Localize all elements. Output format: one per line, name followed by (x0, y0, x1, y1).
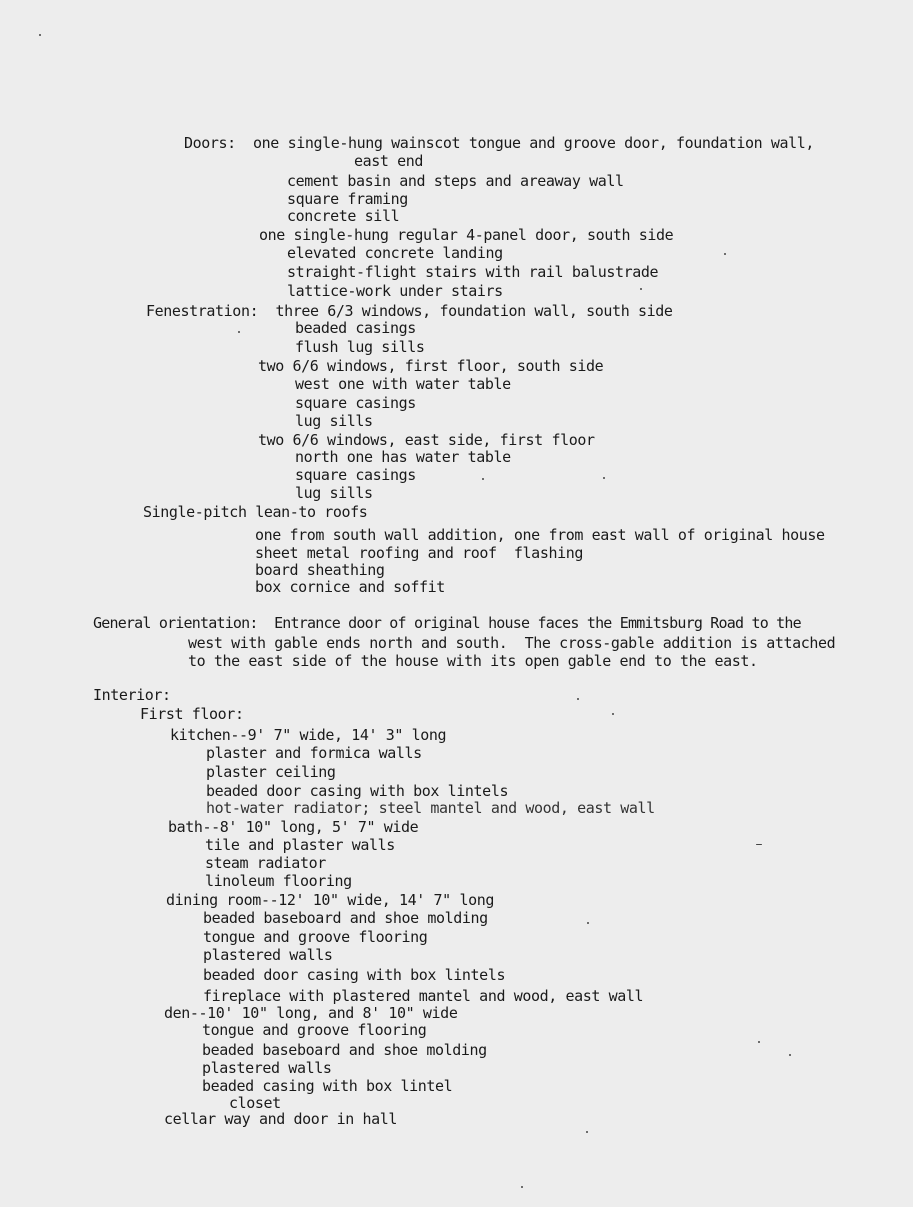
text-line: plaster ceiling (206, 763, 336, 781)
scan-speck (586, 1131, 588, 1133)
text-line: to the east side of the house with its open gable end to the east. (188, 652, 758, 670)
scan-speck (756, 844, 762, 845)
text-line: tile and plaster walls (205, 836, 395, 854)
text-line: beaded baseboard and shoe molding (203, 909, 488, 927)
text-line-fenestration: Fenestration: three 6/3 windows, foundation wall, south side (146, 302, 673, 320)
text-line: linoleum flooring (205, 872, 352, 890)
scan-speck (612, 713, 614, 715)
text-line: plastered walls (202, 1059, 332, 1077)
text-line-first-floor: First floor: (140, 705, 244, 723)
text-line-doors: Doors: one single-hung wainscot tongue and groove door, foundation wall, (184, 134, 815, 152)
text-line-kitchen: kitchen--9' 7" wide, 14' 3" long (170, 726, 447, 744)
scan-speck (758, 1041, 760, 1043)
text-line: board sheathing (255, 561, 385, 579)
text-line: square casings (295, 466, 416, 484)
scan-speck (238, 331, 240, 333)
scan-speck (603, 477, 605, 479)
scan-speck (587, 922, 589, 924)
text-line: beaded baseboard and shoe molding (202, 1041, 487, 1059)
text-line: concrete sill (287, 207, 400, 225)
scan-speck (789, 1054, 791, 1056)
text-line: straight-flight stairs with rail balustrade (287, 263, 659, 281)
text-line: two 6/6 windows, first floor, south side (258, 357, 604, 375)
text-line: lug sills (295, 412, 373, 430)
text-line-den: den--10' 10" long, and 8' 10" wide (164, 1004, 458, 1022)
text-line: beaded door casing with box lintels (203, 966, 506, 984)
text-line: beaded door casing with box lintels (206, 782, 509, 800)
text-line: flush lug sills (295, 338, 425, 356)
text-line: square framing (287, 190, 408, 208)
text-line: hot-water radiator; steel mantel and wood, east wall (206, 799, 655, 817)
text-line: lattice-work under stairs (287, 282, 503, 300)
scan-speck (521, 1186, 523, 1188)
scan-speck (482, 478, 484, 480)
text-line: beaded casings (295, 319, 416, 337)
text-line: one from south wall addition, one from east wall of original house (255, 526, 825, 544)
text-line: plaster and formica walls (206, 744, 422, 762)
text-line-cellar: cellar way and door in hall (164, 1110, 398, 1128)
text-line: closet (229, 1094, 281, 1112)
text-line-interior: Interior: (93, 686, 171, 704)
text-line: square casings (295, 394, 416, 412)
scan-speck (640, 288, 642, 290)
text-line: sheet metal roofing and roof flashing (255, 544, 583, 562)
text-line-dining-room: dining room--12' 10" wide, 14' 7" long (166, 891, 494, 909)
text-line-general-orientation: General orientation: Entrance door of original house faces the Emmitsburg Road to the (93, 614, 801, 632)
text-line: one single-hung regular 4-panel door, south side (259, 226, 674, 244)
text-line: tongue and groove flooring (202, 1021, 427, 1039)
text-line: box cornice and soffit (255, 578, 445, 596)
text-line: fireplace with plastered mantel and wood, east wall (203, 987, 644, 1005)
scan-speck (577, 698, 579, 700)
text-line: lug sills (295, 484, 373, 502)
text-line: west one with water table (295, 375, 511, 393)
text-line: plastered walls (203, 946, 333, 964)
text-line: north one has water table (295, 448, 511, 466)
text-line: two 6/6 windows, east side, first floor (258, 431, 595, 449)
text-line: west with gable ends north and south. The cross-gable addition is attached (188, 634, 836, 652)
text-line: steam radiator (205, 854, 326, 872)
text-line: elevated concrete landing (287, 244, 503, 262)
text-line: beaded casing with box lintel (202, 1077, 453, 1095)
text-line-roofs: Single-pitch lean-to roofs (143, 503, 368, 521)
text-line: tongue and groove flooring (203, 928, 428, 946)
scan-speck (724, 253, 726, 255)
text-line: east end (354, 152, 424, 170)
scan-speck (39, 34, 41, 36)
text-line-bath: bath--8' 10" long, 5' 7" wide (168, 818, 419, 836)
text-line: cement basin and steps and areaway wall (287, 172, 624, 190)
